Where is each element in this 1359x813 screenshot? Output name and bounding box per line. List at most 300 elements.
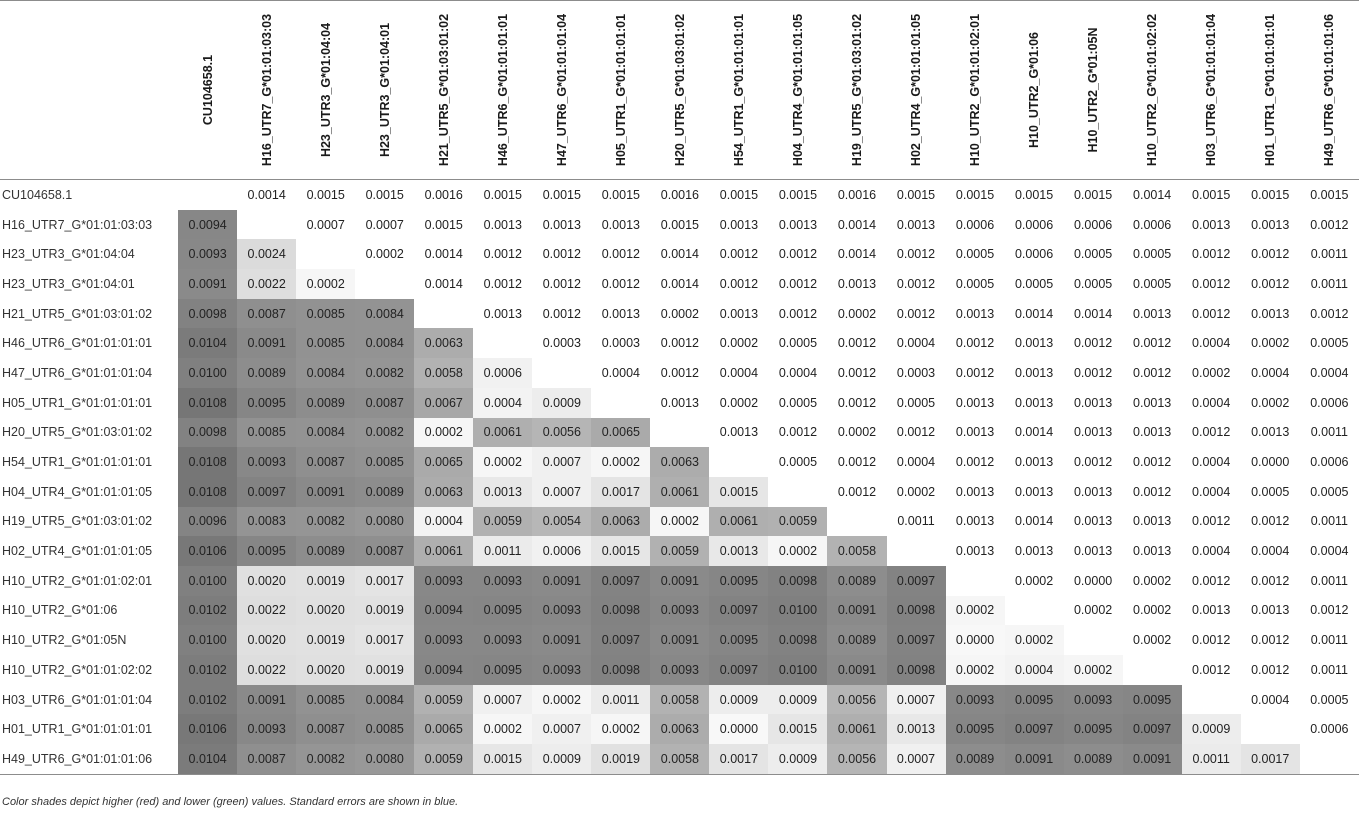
- matrix-cell: 0.0011: [1310, 514, 1349, 529]
- matrix-cell: 0.0013: [601, 306, 640, 321]
- matrix-cell: 0.0002: [1251, 395, 1290, 410]
- matrix-cell: 0.0012: [1192, 633, 1231, 648]
- matrix-cell: 0.0013: [719, 306, 759, 321]
- table-row: [0, 477, 1359, 507]
- matrix-cell: 0.0000: [1073, 573, 1113, 588]
- matrix-cell: 0.0102: [178, 596, 237, 626]
- matrix-cell: 0.0014: [1014, 306, 1054, 321]
- matrix-cell: 0.0005: [1133, 247, 1172, 262]
- matrix-cell: 0.0013: [1192, 603, 1231, 618]
- matrix-cell: 0.0059: [414, 744, 473, 774]
- matrix-cell: 0.0012: [1133, 484, 1172, 499]
- column-header: [1064, 1, 1123, 180]
- matrix-cell: 0.0082: [296, 507, 355, 537]
- matrix-cell: 0.0006: [1073, 217, 1113, 232]
- matrix-cell: 0.0093: [1064, 685, 1123, 715]
- matrix-cell: 0.0012: [1251, 276, 1290, 291]
- matrix-cell: 0.0108: [178, 447, 237, 477]
- table-footnote: Color shades depict higher (red) and lower (green) values. Standard errors are shown in blue.: [2, 796, 459, 808]
- table-row: [0, 358, 1359, 388]
- matrix-cell: 0.0013: [719, 217, 759, 232]
- matrix-cell: 0.0097: [1123, 714, 1182, 744]
- matrix-cell: 0.0013: [1073, 395, 1113, 410]
- matrix-cell: 0.0013: [1014, 544, 1054, 559]
- matrix-cell: [1123, 655, 1182, 685]
- matrix-cell: 0.0002: [896, 484, 936, 499]
- matrix-cell: 0.0004: [1192, 484, 1231, 499]
- table-row: [0, 299, 1359, 329]
- matrix-cell: 0.0014: [1073, 306, 1113, 321]
- matrix-cell: 0.0012: [1251, 662, 1290, 677]
- matrix-cell: 0.0002: [1005, 625, 1064, 655]
- column-header-label: H02_UTR4_G*01:01:01:05: [909, 13, 924, 167]
- matrix-cell: 0.0004: [1192, 544, 1231, 559]
- table-row: [0, 685, 1359, 715]
- matrix-cell: 0.0100: [768, 596, 827, 626]
- column-header: [591, 1, 650, 180]
- matrix-cell: 0.0012: [1192, 306, 1231, 321]
- column-header: [1005, 1, 1064, 180]
- matrix-cell: 0.0004: [1251, 365, 1290, 380]
- matrix-cell: 0.0065: [414, 714, 473, 744]
- matrix-cell: 0.0005: [778, 455, 818, 470]
- column-header-label: H47_UTR6_G*01:01:01:04: [554, 13, 569, 167]
- matrix-cell: 0.0015: [483, 187, 522, 202]
- matrix-cell: 0.0002: [365, 247, 404, 262]
- matrix-cell: 0.0007: [887, 685, 946, 715]
- matrix-cell: 0.0012: [837, 455, 877, 470]
- matrix-cell: 0.0013: [483, 217, 522, 232]
- matrix-cell: 0.0080: [355, 507, 414, 537]
- matrix-cell: 0.0093: [946, 685, 1005, 715]
- matrix-cell: 0.0065: [414, 447, 473, 477]
- matrix-cell: 0.0011: [1182, 744, 1241, 774]
- matrix-cell: 0.0095: [946, 714, 1005, 744]
- matrix-cell: 0.0015: [1014, 187, 1054, 202]
- matrix-cell: 0.0002: [837, 425, 877, 440]
- matrix-cell: 0.0097: [709, 655, 768, 685]
- matrix-cell: 0.0095: [473, 655, 532, 685]
- matrix-cell: 0.0004: [778, 365, 818, 380]
- matrix-cell: 0.0011: [1310, 573, 1349, 588]
- matrix-cell: 0.0059: [768, 507, 827, 537]
- matrix-cell: [178, 180, 237, 210]
- header-corner: [0, 1, 178, 180]
- matrix-cell: 0.0002: [414, 418, 473, 448]
- matrix-cell: [532, 358, 591, 388]
- matrix-cell: 0.0005: [1133, 276, 1172, 291]
- matrix-cell: 0.0006: [955, 217, 995, 232]
- table-row: [0, 655, 1359, 685]
- matrix-cell: 0.0019: [591, 744, 650, 774]
- matrix-cell: 0.0007: [887, 744, 946, 774]
- matrix-cell: 0.0089: [355, 477, 414, 507]
- matrix-cell: 0.0097: [591, 566, 650, 596]
- matrix-cell: 0.0013: [955, 306, 995, 321]
- matrix-cell: 0.0002: [719, 395, 759, 410]
- row-label: H21_UTR5_G*01:03:01:02: [2, 306, 153, 321]
- matrix-cell: 0.0015: [719, 187, 759, 202]
- matrix-cell: 0.0059: [414, 685, 473, 715]
- matrix-cell: 0.0002: [1133, 603, 1172, 618]
- row-label: H46_UTR6_G*01:01:01:01: [2, 336, 153, 351]
- column-header: [1182, 1, 1241, 180]
- matrix-cell: 0.0094: [414, 655, 473, 685]
- matrix-cell: 0.0013: [473, 477, 532, 507]
- matrix-cell: 0.0012: [542, 306, 581, 321]
- matrix-cell: 0.0102: [178, 655, 237, 685]
- matrix-cell: 0.0005: [1310, 336, 1349, 351]
- table-row: [0, 507, 1359, 537]
- matrix-cell: 0.0004: [1251, 544, 1290, 559]
- matrix-cell: 0.0100: [768, 655, 827, 685]
- matrix-cell: 0.0097: [887, 566, 946, 596]
- matrix-cell: 0.0012: [1251, 573, 1290, 588]
- matrix-cell: 0.0019: [355, 596, 414, 626]
- matrix-cell: 0.0004: [719, 365, 759, 380]
- matrix-cell: 0.0006: [1014, 247, 1054, 262]
- matrix-cell: 0.0013: [1251, 603, 1290, 618]
- matrix-cell: 0.0013: [1014, 455, 1054, 470]
- matrix-cell: 0.0015: [1192, 187, 1231, 202]
- column-header: [237, 1, 296, 180]
- matrix-cell: 0.0087: [355, 388, 414, 418]
- row-label: H23_UTR3_G*01:04:01: [2, 276, 135, 291]
- matrix-cell: 0.0012: [896, 276, 936, 291]
- matrix-cell: 0.0095: [1005, 685, 1064, 715]
- matrix-cell: 0.0020: [237, 566, 296, 596]
- matrix-cell: [827, 507, 886, 537]
- matrix-cell: 0.0009: [532, 744, 591, 774]
- matrix-cell: 0.0002: [1133, 573, 1172, 588]
- matrix-cell: 0.0005: [1310, 692, 1349, 707]
- matrix-cell: 0.0091: [827, 655, 886, 685]
- matrix-cell: 0.0085: [237, 418, 296, 448]
- matrix-cell: 0.0012: [955, 336, 995, 351]
- matrix-cell: 0.0016: [424, 187, 463, 202]
- matrix-cell: 0.0013: [660, 395, 699, 410]
- column-header: [887, 1, 946, 180]
- matrix-cell: 0.0013: [1014, 365, 1054, 380]
- matrix-cell: 0.0095: [709, 566, 768, 596]
- matrix-cell: 0.0015: [768, 714, 827, 744]
- matrix-cell: 0.0000: [946, 625, 1005, 655]
- matrix-cell: 0.0014: [424, 247, 463, 262]
- column-header-label: H10_UTR2_G*01:05N: [1086, 27, 1101, 153]
- matrix-cell: 0.0091: [1005, 744, 1064, 774]
- matrix-cell: 0.0013: [887, 714, 946, 744]
- matrix-cell: 0.0012: [837, 395, 877, 410]
- matrix-cell: 0.0014: [1133, 187, 1172, 202]
- matrix-cell: 0.0084: [355, 328, 414, 358]
- matrix-cell: 0.0004: [1251, 692, 1290, 707]
- matrix-cell: 0.0015: [660, 217, 699, 232]
- matrix-cell: 0.0108: [178, 388, 237, 418]
- matrix-cell: 0.0015: [473, 744, 532, 774]
- matrix-cell: 0.0012: [1310, 217, 1349, 232]
- matrix-cell: 0.0013: [1073, 425, 1113, 440]
- matrix-cell: 0.0006: [1014, 217, 1054, 232]
- matrix-cell: 0.0007: [365, 217, 404, 232]
- matrix-cell: 0.0002: [768, 536, 827, 566]
- matrix-cell: 0.0012: [1192, 276, 1231, 291]
- matrix-cell: 0.0017: [591, 477, 650, 507]
- matrix-cell: 0.0012: [719, 247, 759, 262]
- column-header-label: H04_UTR4_G*01:01:01:05: [790, 13, 805, 167]
- matrix-cell: 0.0061: [473, 418, 532, 448]
- matrix-cell: [1241, 714, 1300, 744]
- matrix-cell: 0.0013: [837, 276, 877, 291]
- table-row: [0, 269, 1359, 299]
- matrix-cell: 0.0002: [837, 306, 877, 321]
- matrix-cell: 0.0015: [542, 187, 581, 202]
- matrix-cell: 0.0012: [542, 247, 581, 262]
- matrix-cell: 0.0056: [827, 685, 886, 715]
- matrix-cell: 0.0004: [1192, 395, 1231, 410]
- matrix-cell: 0.0015: [896, 187, 936, 202]
- matrix-cell: 0.0091: [827, 596, 886, 626]
- matrix-cell: 0.0093: [414, 566, 473, 596]
- matrix-cell: 0.0097: [887, 625, 946, 655]
- row-label: H04_UTR4_G*01:01:01:05: [2, 484, 153, 499]
- matrix-cell: 0.0056: [827, 744, 886, 774]
- matrix-cell: 0.0012: [660, 365, 699, 380]
- matrix-cell: 0.0004: [1005, 655, 1064, 685]
- row-label: H05_UTR1_G*01:01:01:01: [2, 395, 153, 410]
- matrix-cell: 0.0098: [591, 655, 650, 685]
- matrix-cell: 0.0011: [473, 536, 532, 566]
- table-row: [0, 328, 1359, 358]
- matrix-cell: 0.0098: [591, 596, 650, 626]
- matrix-cell: 0.0012: [778, 247, 818, 262]
- matrix-cell: 0.0097: [1005, 714, 1064, 744]
- matrix-cell: 0.0013: [896, 217, 936, 232]
- matrix-cell: 0.0017: [355, 566, 414, 596]
- matrix-cell: [473, 328, 532, 358]
- matrix-cell: 0.0012: [1073, 365, 1113, 380]
- matrix-cell: 0.0095: [237, 536, 296, 566]
- matrix-cell: 0.0091: [650, 566, 709, 596]
- matrix-cell: 0.0013: [709, 536, 768, 566]
- matrix-cell: 0.0017: [709, 744, 768, 774]
- column-header-label: H10_UTR2_G*01:01:02:02: [1145, 13, 1160, 167]
- matrix-cell: 0.0015: [1073, 187, 1113, 202]
- matrix-cell: 0.0095: [237, 388, 296, 418]
- matrix-cell: 0.0087: [355, 536, 414, 566]
- column-header: [473, 1, 532, 180]
- matrix-cell: 0.0012: [778, 276, 818, 291]
- column-header-label: H16_UTR7_G*01:01:03:03: [259, 13, 274, 167]
- matrix-cell: 0.0012: [1073, 455, 1113, 470]
- matrix-cell: 0.0006: [1310, 395, 1349, 410]
- matrix-cell: [1300, 744, 1359, 774]
- row-label: H10_UTR2_G*01:01:02:01: [2, 573, 153, 588]
- matrix-cell: 0.0093: [650, 596, 709, 626]
- matrix-cell: 0.0005: [1310, 484, 1349, 499]
- matrix-cell: 0.0005: [1073, 276, 1113, 291]
- matrix-cell: 0.0015: [955, 187, 995, 202]
- matrix-cell: 0.0011: [1310, 662, 1349, 677]
- matrix-cell: 0.0106: [178, 536, 237, 566]
- matrix-cell: 0.0013: [1073, 514, 1113, 529]
- matrix-cell: 0.0011: [1310, 633, 1349, 648]
- matrix-cell: 0.0005: [778, 395, 818, 410]
- matrix-cell: 0.0014: [660, 276, 699, 291]
- matrix-cell: 0.0013: [1014, 484, 1054, 499]
- matrix-cell: [1005, 596, 1064, 626]
- matrix-cell: 0.0082: [296, 744, 355, 774]
- matrix-cell: 0.0100: [178, 625, 237, 655]
- matrix-cell: 0.0012: [955, 455, 995, 470]
- matrix-cell: 0.0009: [532, 388, 591, 418]
- matrix-cell: 0.0085: [296, 299, 355, 329]
- matrix-cell: 0.0015: [365, 187, 404, 202]
- matrix-cell: 0.0098: [887, 596, 946, 626]
- matrix-cell: 0.0007: [532, 714, 591, 744]
- matrix-cell: 0.0005: [955, 247, 995, 262]
- row-label: H02_UTR4_G*01:01:01:05: [2, 544, 153, 559]
- matrix-cell: 0.0012: [1192, 247, 1231, 262]
- matrix-cell: 0.0020: [296, 655, 355, 685]
- matrix-cell: 0.0012: [896, 247, 936, 262]
- matrix-cell: 0.0012: [660, 336, 699, 351]
- matrix-cell: 0.0019: [355, 655, 414, 685]
- table-row: [0, 239, 1359, 269]
- matrix-cell: 0.0091: [178, 269, 237, 299]
- matrix-cell: 0.0012: [778, 425, 818, 440]
- matrix-cell: 0.0098: [768, 625, 827, 655]
- matrix-cell: 0.0004: [1192, 455, 1231, 470]
- column-header-label: H46_UTR6_G*01:01:01:01: [495, 13, 510, 167]
- matrix-cell: 0.0108: [178, 477, 237, 507]
- matrix-cell: 0.0002: [591, 714, 650, 744]
- matrix-cell: 0.0089: [827, 625, 886, 655]
- matrix-cell: 0.0012: [896, 306, 936, 321]
- matrix-cell: [650, 418, 709, 448]
- matrix-cell: 0.0014: [424, 276, 463, 291]
- matrix-cell: 0.0091: [1123, 744, 1182, 774]
- matrix-cell: 0.0084: [296, 418, 355, 448]
- matrix-cell: 0.0013: [1014, 336, 1054, 351]
- matrix-cell: 0.0005: [955, 276, 995, 291]
- matrix-cell: 0.0012: [837, 365, 877, 380]
- matrix-cell: 0.0089: [296, 536, 355, 566]
- matrix-cell: 0.0093: [473, 566, 532, 596]
- matrix-cell: 0.0063: [414, 477, 473, 507]
- matrix-cell: 0.0085: [355, 447, 414, 477]
- column-header: [946, 1, 1005, 180]
- matrix-cell: 0.0006: [1310, 722, 1349, 737]
- row-label: H01_UTR1_G*01:01:01:01: [2, 722, 153, 737]
- matrix-cell: 0.0013: [955, 425, 995, 440]
- table-row: [0, 625, 1359, 655]
- matrix-cell: 0.0019: [296, 625, 355, 655]
- matrix-cell: 0.0012: [1192, 573, 1231, 588]
- matrix-cell: 0.0011: [1310, 276, 1349, 291]
- column-header-label: H49_UTR6_G*01:01:01:06: [1322, 13, 1337, 167]
- matrix-cell: 0.0013: [1133, 544, 1172, 559]
- table-row: [0, 596, 1359, 626]
- row-label: H10_UTR2_G*01:06: [2, 603, 118, 618]
- row-label: H10_UTR2_G*01:05N: [2, 633, 127, 648]
- column-header: [650, 1, 709, 180]
- table-row: [0, 418, 1359, 448]
- row-label: H23_UTR3_G*01:04:04: [2, 247, 135, 262]
- matrix-cell: 0.0004: [473, 388, 532, 418]
- matrix-cell: 0.0011: [897, 514, 935, 529]
- matrix-cell: 0.0096: [178, 507, 237, 537]
- matrix-cell: 0.0005: [1014, 276, 1054, 291]
- matrix-cell: 0.0097: [591, 625, 650, 655]
- matrix-cell: 0.0098: [178, 299, 237, 329]
- matrix-cell: [1182, 685, 1241, 715]
- column-header-label: H20_UTR5_G*01:03:01:02: [672, 13, 687, 167]
- matrix-cell: 0.0067: [414, 388, 473, 418]
- matrix-cell: 0.0017: [1241, 744, 1300, 774]
- matrix-cell: 0.0061: [414, 536, 473, 566]
- matrix-cell: 0.0012: [1310, 603, 1349, 618]
- matrix-cell: 0.0015: [778, 187, 818, 202]
- matrix-cell: 0.0015: [601, 187, 640, 202]
- matrix-cell: 0.0015: [1310, 187, 1349, 202]
- matrix-cell: 0.0013: [1192, 217, 1231, 232]
- matrix-cell: 0.0015: [306, 187, 345, 202]
- matrix-cell: 0.0005: [896, 395, 936, 410]
- matrix-cell: [237, 210, 296, 240]
- matrix-cell: 0.0012: [1192, 662, 1231, 677]
- matrix-cell: [887, 536, 946, 566]
- matrix-cell: 0.0084: [355, 685, 414, 715]
- matrix-cell: 0.0095: [709, 625, 768, 655]
- matrix-cell: 0.0013: [955, 395, 995, 410]
- matrix-cell: [768, 477, 827, 507]
- matrix-cell: 0.0012: [778, 306, 818, 321]
- matrix-cell: 0.0015: [424, 217, 463, 232]
- matrix-cell: 0.0020: [296, 596, 355, 626]
- matrix-cell: 0.0004: [1310, 365, 1349, 380]
- matrix-cell: 0.0013: [1073, 544, 1113, 559]
- matrix-cell: 0.0012: [1133, 365, 1172, 380]
- matrix-cell: 0.0005: [1251, 484, 1290, 499]
- matrix-cell: 0.0013: [955, 484, 995, 499]
- matrix-cell: 0.0011: [1310, 247, 1349, 262]
- matrix-cell: [591, 388, 650, 418]
- matrix-cell: 0.0089: [827, 566, 886, 596]
- table-row: [0, 744, 1359, 774]
- matrix-cell: 0.0087: [237, 299, 296, 329]
- matrix-cell: 0.0012: [1251, 247, 1290, 262]
- matrix-cell: [709, 447, 768, 477]
- matrix-cell: 0.0095: [1064, 714, 1123, 744]
- matrix-cell: 0.0012: [955, 365, 995, 380]
- matrix-cell: 0.0080: [355, 744, 414, 774]
- matrix-cell: 0.0002: [1064, 655, 1123, 685]
- matrix-cell: 0.0012: [542, 276, 581, 291]
- column-header: [178, 1, 237, 180]
- table-row: [0, 536, 1359, 566]
- matrix-cell: 0.0013: [1133, 514, 1172, 529]
- matrix-cell: 0.0012: [1192, 425, 1231, 440]
- matrix-cell: 0.0002: [946, 655, 1005, 685]
- table-row: [0, 388, 1359, 418]
- table-row: [0, 714, 1359, 744]
- matrix-cell: 0.0014: [247, 187, 286, 202]
- matrix-cell: 0.0058: [650, 744, 709, 774]
- matrix-cell: 0.0089: [237, 358, 296, 388]
- matrix-cell: 0.0014: [837, 247, 877, 262]
- column-header: [414, 1, 473, 180]
- matrix-cell: 0.0019: [296, 566, 355, 596]
